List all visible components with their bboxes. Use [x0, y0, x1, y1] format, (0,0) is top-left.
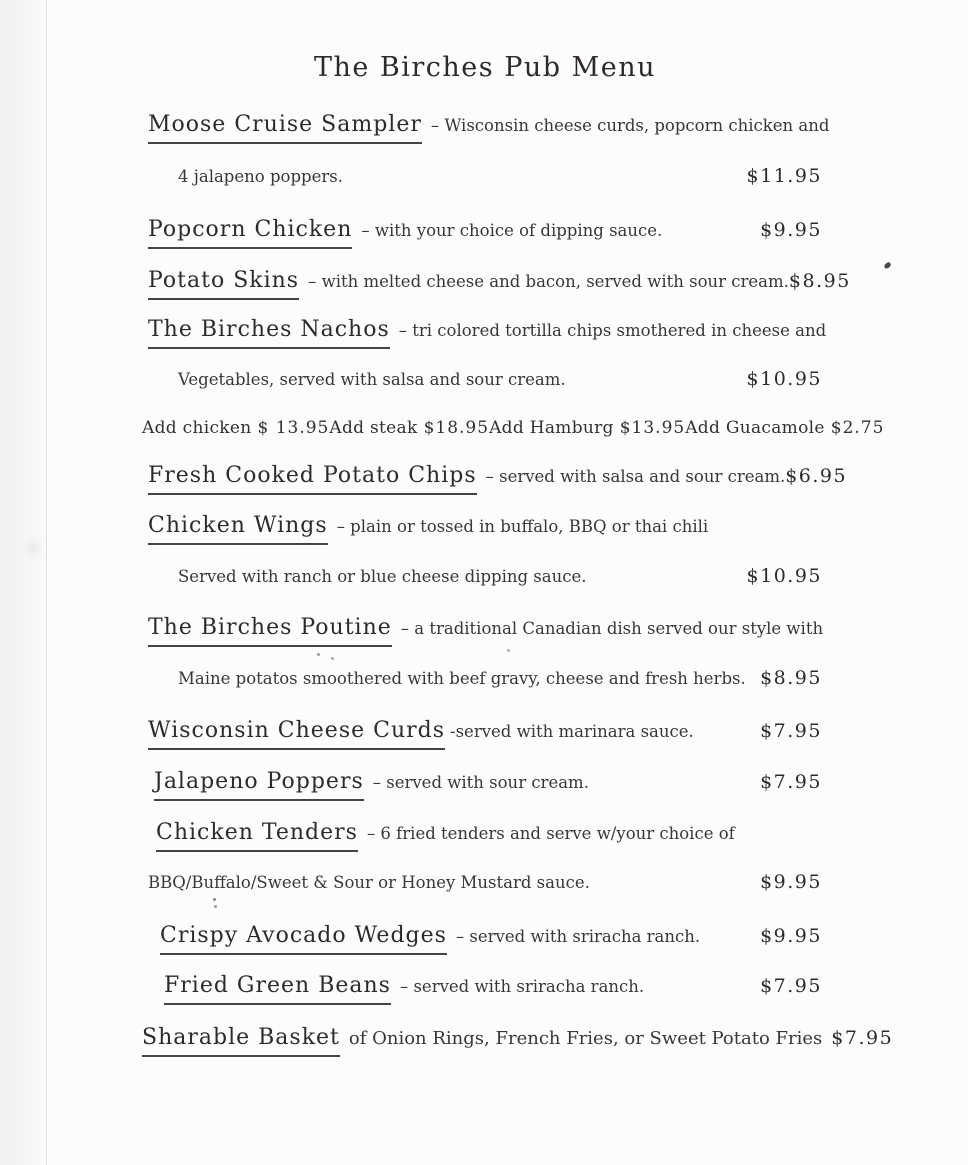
menu-item-description: Maine potatos smoothered with beef gravy, cheese and fresh herbs. — [178, 669, 746, 688]
menu-item-row — [160, 921, 822, 955]
menu-item-description: – plain or tossed in buffalo, BBQ or thai chili — [336, 517, 709, 536]
addon-label: Add Guacamole — [685, 418, 825, 438]
menu-item-description: – a traditional Canadian dish served our style with — [400, 619, 824, 638]
menu-item-continuation-row — [178, 666, 822, 692]
addon-price: $13.95 — [619, 418, 686, 438]
addon-price: $18.95 — [423, 418, 490, 438]
menu-item-row — [156, 818, 822, 852]
menu-item-row — [148, 110, 830, 144]
menu-item-description: – with melted cheese and bacon, served with sour cream. — [308, 272, 789, 291]
menu-item-name: Sharable Basket — [142, 1023, 340, 1057]
menu-item-name: Chicken Tenders — [156, 818, 358, 852]
menu-item-name: Popcorn Chicken — [148, 215, 352, 249]
menu-item-row — [148, 613, 822, 647]
ink-speck — [317, 653, 320, 656]
menu-item-price: $10.95 — [746, 565, 822, 587]
menu-item-name: Jalapeno Poppers — [154, 767, 364, 801]
menu-item-price: $8.95 — [788, 270, 851, 292]
menu-item-description: – served with sriracha ranch. — [455, 927, 701, 946]
menu-item-price: $9.95 — [760, 219, 822, 241]
menu-title: The Birches Pub Menu — [313, 52, 657, 83]
menu-item-continuation-row — [178, 564, 822, 590]
menu-item-description: 4 jalapeno poppers. — [178, 167, 343, 186]
addon-price: $ 13.95 — [257, 418, 330, 438]
scan-smudge — [18, 528, 48, 568]
addon-item — [329, 417, 489, 440]
menu-item-price: $8.95 — [760, 667, 822, 689]
menu-item-row — [148, 461, 848, 495]
menu-item-description: – served with salsa and sour cream. — [485, 467, 786, 486]
menu-item-description: Vegetables, served with salsa and sour cream. — [178, 370, 566, 389]
ink-speck — [883, 261, 892, 269]
menu-item-description: – tri colored tortilla chips smothered in cheese and — [398, 321, 827, 340]
menu-item-name: Moose Cruise Sampler — [148, 110, 422, 144]
addon-item — [685, 417, 884, 440]
menu-item-description: – served with sriracha ranch. — [399, 977, 645, 996]
menu-addons-row — [142, 417, 885, 440]
menu-item-price: $9.95 — [760, 871, 822, 893]
menu-item-description: – Wisconsin cheese curds, popcorn chicken and — [430, 116, 830, 135]
menu-item-description: – 6 fried tenders and serve w/your choice of — [366, 824, 735, 843]
addon-label: Add steak — [329, 418, 418, 438]
menu-item-name: Fried Green Beans — [164, 971, 391, 1005]
menu-item-price: $9.95 — [760, 925, 822, 947]
menu-item-price: $7.95 — [831, 1027, 894, 1049]
menu-item-name: Crispy Avocado Wedges — [160, 921, 447, 955]
menu-item-name: Chicken Wings — [148, 511, 328, 545]
menu-item-continuation-row — [178, 164, 822, 190]
menu-item-name: The Birches Nachos — [148, 315, 390, 349]
menu-item-description: BBQ/Buffalo/Sweet & Sour or Honey Mustard sauce. — [148, 873, 590, 892]
menu-item-price: $7.95 — [760, 975, 822, 997]
menu-item-row — [148, 511, 822, 545]
menu-item-name: The Birches Poutine — [148, 613, 392, 647]
addon-item — [142, 417, 329, 440]
addon-item — [489, 417, 685, 440]
menu-item-row — [148, 215, 822, 249]
menu-item-name: Fresh Cooked Potato Chips — [148, 461, 477, 495]
addon-label: Add chicken — [142, 418, 252, 438]
menu-item-price: $11.95 — [746, 165, 822, 187]
menu-item-row — [164, 971, 822, 1005]
menu-item-row — [148, 315, 827, 349]
menu-item-description: Served with ranch or blue cheese dipping sauce. — [178, 567, 587, 586]
menu-item-row — [142, 1023, 893, 1057]
menu-item-description: of Onion Rings, French Fries, or Sweet Potato Fries — [348, 1028, 823, 1049]
addon-label: Add Hamburg — [489, 418, 614, 438]
menu-item-row — [148, 716, 822, 750]
menu-item-description: -served with marinara sauce. — [450, 722, 694, 741]
menu-item-row — [154, 767, 822, 801]
menu-item-description: – with your choice of dipping sauce. — [361, 221, 663, 240]
menu-item-description: – served with sour cream. — [372, 773, 589, 792]
menu-item-price: $10.95 — [746, 368, 822, 390]
menu-item-price: $7.95 — [760, 720, 822, 742]
menu-item-row — [148, 266, 851, 300]
menu-item-price: $6.95 — [785, 465, 848, 487]
menu-item-price: $7.95 — [760, 771, 822, 793]
menu-item-name: Potato Skins — [148, 266, 299, 300]
ink-speck — [213, 898, 216, 901]
menu-item-continuation-row — [178, 367, 822, 393]
menu-item-name: Wisconsin Cheese Curds — [148, 716, 445, 750]
addon-price: $2.75 — [830, 418, 885, 438]
scan-left-edge-shadow — [0, 0, 47, 1165]
menu-item-continuation-row — [148, 870, 822, 896]
